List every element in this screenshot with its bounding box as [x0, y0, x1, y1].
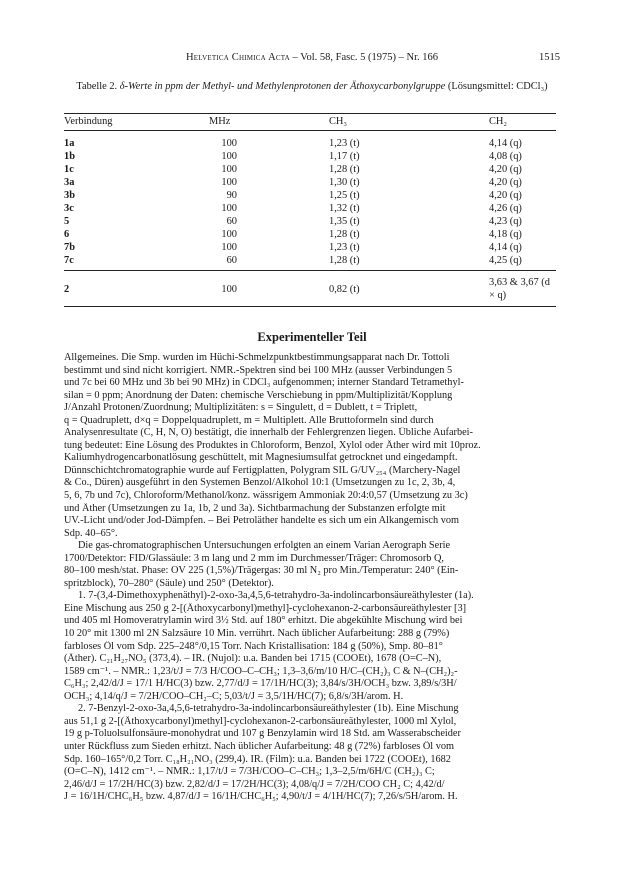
section-title: Experimenteller Teil	[257, 330, 367, 344]
cell-ch3: 1,35 (t)	[329, 216, 360, 227]
cell-ch3: 1,30 (t)	[329, 177, 360, 188]
text-line: Analysenresultate (C, H, N, O) bestätigt, die innerhalb der Fehlergrenzen liegen. Übliche Aufarbei-	[64, 427, 473, 439]
cell-mhz: 100	[221, 151, 237, 162]
cell-compound: 3a	[64, 177, 75, 188]
text-line: & Co., Düren) ausgeführt in den Systemen Benzol/Alkohol 10:1 (Umsetzungen zu 1c, 2, 3b, 4,	[64, 477, 456, 489]
table-body	[64, 131, 556, 307]
table-row	[64, 189, 556, 202]
text-line: 5, 6, 7b und 7c), Chloroform/Methanol/konz. wässrigem Ammoniak 20:4:0,57 (Umsetzung zu 3c)	[64, 490, 468, 502]
cell-compound: 2	[64, 271, 169, 307]
table-row	[64, 131, 556, 151]
text-line: tung bedeutet: Eine Lösung des Produktes in Chloroform, Benzol, Xylol oder Äther wird mit 10proz.	[64, 439, 481, 451]
col-header-compound: Verbindung	[64, 114, 169, 131]
cell-mhz: 100	[221, 203, 237, 214]
cell-mhz: 100	[221, 242, 237, 253]
text-line: 80–100 mesh/stat. Phase: OV 225 (1,5%)/Trägergas: 30 ml N₂ pro Min./Temperatur: 240° (Ein-	[64, 565, 459, 577]
cell-ch2: 4,18 (q)	[489, 229, 522, 240]
text-line: q = Quadruplett, d×q = Doppelquadruplett, m = Multiplett. Alle Bruttoformeln sind durch	[64, 414, 434, 426]
text-line: und 7c bei 60 MHz und 3b bei 90 MHz) in CDCl₃ aufgenommen; interner Standard Tetramethyl-	[64, 377, 464, 389]
cell-mhz: 100	[221, 138, 237, 149]
table-row	[64, 228, 556, 241]
text-line: Sdp. 40–65°.	[64, 527, 118, 539]
text-line: Sdp. 160–165°/0,2 Torr. C₁₈H₂₁NO₃ (299,4). IR. (Film): u.a. Banden bei 1722 (COOEt), 1682	[64, 753, 451, 765]
cell-ch2: 4,14 (q)	[489, 242, 522, 253]
cell-mhz: 100	[169, 271, 329, 307]
text-line: 1. 7-(3,4-Dimethoxyphenäthyl)-2-oxo-3a,4,5,6-tetrahydro-3a-indolincarbonsäureäthylester (1a).	[78, 590, 474, 602]
text-line: 10 20° mit 1300 ml 2N Salzsäure 10 Min. verrührt. Nach üblicher Aufarbeitung: 288 g (79%)	[64, 628, 450, 640]
text-line: aus 51,1 g 2-[(Äthoxycarbonyl)methyl]-cyclohexanon-2-carbonsäureäthylester, 1000 ml Xylol,	[64, 715, 457, 727]
table-header-row	[64, 114, 556, 131]
text-line: (Äther). C₂₁H₂₇NO₅ (373,4). – IR. (Nujol): u.a. Banden bei 1715 (COOEt), 1678 (O=C–N),	[64, 653, 442, 665]
cell-mhz: 60	[226, 255, 237, 266]
text-line: unter Rückfluss zum Sieden erhitzt. Nach üblicher Aufarbeitung: 48 g (72%) farbloses Öl vom	[64, 740, 455, 752]
table-caption	[64, 80, 560, 93]
cell-ch3: 1,28 (t)	[329, 164, 360, 175]
nmr-table	[64, 113, 556, 307]
cell-ch3: 1,28 (t)	[329, 255, 360, 266]
cell-mhz: 100	[221, 177, 237, 188]
text-line: bestimmt und sind nicht korrigiert. NMR.-Spektren sind bei 100 MHz (ausser Verbindungen 5	[64, 364, 453, 376]
cell-compound: 7b	[64, 242, 75, 253]
table-row	[64, 176, 556, 189]
text-line: 2,46/d/J = 17/2H/HC(3) bzw. 2,82/d/J = 17/2H/HC(3); 4,08/q/J = 7/2H/COO CH₂ C; 4,42/d/	[64, 778, 445, 790]
cell-compound: 3b	[64, 190, 75, 201]
cell-ch3: 1,23 (t)	[329, 138, 360, 149]
cell-ch3: 1,25 (t)	[329, 190, 360, 201]
table-row	[64, 150, 556, 163]
table-row	[64, 241, 556, 254]
cell-ch2: 4,08 (q)	[489, 151, 522, 162]
cell-compound: 7c	[64, 255, 74, 266]
table-row	[64, 254, 556, 271]
cell-compound: 1c	[64, 164, 74, 175]
cell-ch2: 4,20 (q)	[489, 190, 522, 201]
text-line: silan = 0 ppm; Anordnung der Daten: chemische Verschiebung in ppm/Multiplizität/Kopplung	[64, 389, 453, 401]
table-row	[64, 163, 556, 176]
text-line: J/Anzahl Protonen/Zuordnung; Multiplizitäten: s = Singulett, d = Dublett, t = Triplett,	[64, 402, 418, 414]
cell-mhz: 90	[226, 190, 237, 201]
cell-compound: 3c	[64, 203, 74, 214]
cell-ch2: 4,20 (q)	[489, 164, 522, 175]
cell-mhz: 100	[221, 164, 237, 175]
cell-ch3: 1,17 (t)	[329, 151, 360, 162]
running-header	[64, 52, 560, 66]
cell-compound: 1b	[64, 151, 75, 162]
text-line: farbloses Öl vom Sdp. 225–248°/0,15 Torr. Nach Kristallisation: 184 g (50%), Smp. 80–81°	[64, 640, 443, 652]
text-line: Eine Mischung aus 250 g 2-[(Äthoxycarbonyl)methyl]-cyclohexanon-2-carbonsäureäthylester [3]	[64, 602, 467, 614]
cell-ch2: 3,63 & 3,67 (d × q)	[489, 271, 556, 307]
cell-compound: 5	[64, 216, 70, 227]
text-line: 1700/Detektor: FID/Glassäule: 3 m lang und 2 mm im Durchmesser/Träger: Chromosorb Q,	[64, 552, 444, 564]
cell-ch2: 4,25 (q)	[489, 255, 522, 266]
text-line: spritzblock), 70–280° (Säule) und 250° (Detektor).	[64, 577, 274, 589]
cell-ch2: 4,26 (q)	[489, 203, 522, 214]
text-line: (O=C–N), 1412 cm⁻¹. – NMR.: 1,17/t/J = 7/3H/COO–C–CH₃; 1,3–2,5/m/6H/C (CH₂)₃ C;	[64, 766, 435, 778]
table-row	[64, 215, 556, 228]
text-line: 19 g p-Toluolsulfonsäure-monohydrat und 107 g Benzylamin wird 18 Std. am Wasserabscheider	[64, 728, 461, 740]
text-line: Allgemeines. Die Smp. wurden im Hüchi-Schmelzpunktbestimmungsapparat nach Dr. Tottoli	[64, 352, 450, 363]
text-line: und 405 ml Homoveratrylamin wird 3½ Std. auf 180° erhitzt. Die abgekühlte Mischung wird bei	[64, 615, 463, 627]
body-text	[64, 352, 556, 804]
col-header-ch3: CH₃	[329, 114, 489, 131]
text-line: Dünnschichtchromatographie wurde auf Fertigplatten, Polygram SIL G/UV₂₅₄ (Marchery-Nagel	[64, 464, 461, 476]
page-number: 1515	[539, 52, 560, 63]
cell-ch3: 1,28 (t)	[329, 229, 360, 240]
text-line: 1589 cm⁻¹. – NMR.: 1,23/t/J = 7/3 H/COO–C–CH₃; 1,3–3,6/m/10 H/C–(CH₂)₃ C & N–(CH₂)₂-	[64, 665, 458, 677]
cell-ch2: 4,14 (q)	[489, 138, 522, 149]
col-header-mhz: MHz	[169, 114, 329, 131]
cell-mhz: 100	[221, 229, 237, 240]
text-line: J = 16/1H/CHC₆H₅ bzw. 4,87/d/J = 16/1H/CHC₆H₅; 4,90/t/J = 4/1H/HC(7); 7,26/s/5H/arom. H.	[64, 791, 458, 803]
cell-compound: 1a	[64, 138, 75, 149]
text-line: und Äther (Umsetzungen zu 1a, 1b, 2 und 3a). Sichtbarmachung der Substanzen erfolgte mit	[64, 502, 446, 514]
text-line: Kaliumhydrogencarbonatlösung geschüttelt, mit Magnesiumsulfat getrocknet und eingedampft.	[64, 452, 458, 464]
table-solvent: (Lösungsmittel: CDCl₃)	[447, 81, 548, 92]
journal-name: Helvetica Chimica Acta	[186, 52, 290, 63]
table-label: Tabelle 2.	[76, 81, 118, 92]
text-line: Die gas-chromatographischen Untersuchungen erfolgten an einem Varian Aerograph Serie	[78, 540, 451, 552]
table-title: δ-Werte in ppm der Methyl- und Methylenprotonen der Äthoxycarbonylgruppe	[119, 81, 446, 92]
cell-ch2: 4,23 (q)	[489, 216, 522, 227]
text-line: C₆H₃; 2,42/d/J = 17/1 H/HC(3) bzw. 2,77/d/J = 17/1H/HC(3); 3,84/s/3H/OCH₃ bzw. 3,89/s/3H/	[64, 678, 457, 690]
text-line: UV.-Licht und/oder Jod-Dämpfen. – Bei Petroläther handelte es sich um ein Alkangemisch vom	[64, 515, 460, 527]
cell-ch2: 4,20 (q)	[489, 177, 522, 188]
cell-mhz: 60	[226, 216, 237, 227]
issue-info: – Vol. 58, Fasc. 5 (1975) – Nr. 166	[292, 52, 438, 63]
table-row	[64, 202, 556, 215]
col-header-ch2: CH₂	[489, 114, 556, 131]
cell-ch3: 0,82 (t)	[329, 271, 489, 307]
text-line: OCH₃; 4,14/q/J = 7/2H/COO–CH₂–C; 5,03/t/J = 3,5/1H/HC(7); 6,8/s/3H/arom. H.	[64, 690, 404, 702]
cell-ch3: 1,23 (t)	[329, 242, 360, 253]
cell-compound: 6	[64, 229, 70, 240]
cell-ch3: 1,32 (t)	[329, 203, 360, 214]
table-row-footer	[64, 271, 556, 307]
text-line: 2. 7-Benzyl-2-oxo-3a,4,5,6-tetrahydro-3a-indolincarbonsäureäthylester (1b). Eine Mischung	[78, 703, 459, 715]
